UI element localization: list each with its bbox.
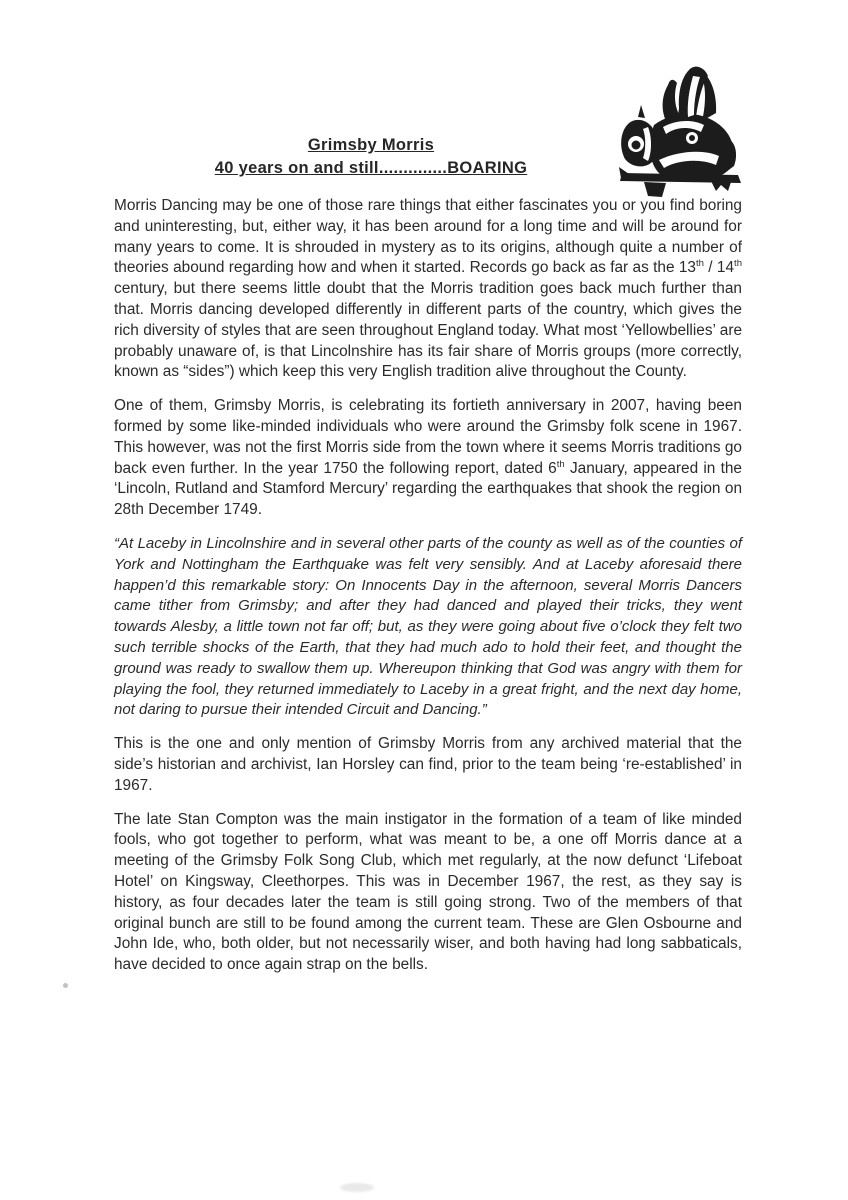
boar-illustration <box>618 63 750 203</box>
scan-smudge <box>340 1183 374 1192</box>
paragraph-1750-quote: “At Laceby in Lincolnshire and in several other parts of the county as well as of the counties of York and Nottingham the Earthquake was felt very sensibly. And at Laceby aforesaid there happen’d this remarkable story: On Innocents Day in the afternoon, several Morris Dancers came tither from Grimsby; and after they had danced and played their tricks, they went towards Alesby, a little town not far off; but, as they were going about five o’clock they felt two such terrible shocks of the Earth, that they had much ado to hold their feet, and thought the ground was ready to swallow them up. Whereupon thinking that God was angry with them for playing the fool, they returned immediately to Laceby in a great fright, and the next day home, not daring to pursue their intended Circuit and Dancing.” <box>114 534 742 719</box>
boar-icon <box>618 63 750 203</box>
paragraph-intro: Morris Dancing may be one of those rare things that either fascinates you or you find boring and uninteresting, but, either way, it has been around for a long time and will be around for many years to come. It is shrouded in mystery as to its origins, although quite a number of theories abound regarding how and when it started. Records go back as far as the 13th / 14th century, but there seems little doubt that the Morris tradition goes back much further than that. Morris dancing developed differently in different parts of the country, which gives the rich diversity of styles that are seen throughout England today. What most ‘Yellowbellies’ are probably unaware of, is that Lincolnshire has its fair share of Morris groups (more correctly, known as “sides”) which keep this very English tradition alive throughout the County. <box>114 197 742 381</box>
paragraph-stan-compton: The late Stan Compton was the main instigator in the formation of a team of like minded fools, who got together to perform, what was meant to be, a one off Morris dance at a meeting of the Grimsby Folk Song Club, which met regularly, at the now defunct ‘Lifeboat Hotel’ on Kingsway, Cleethorpes. This was in December 1967, the rest, as they say is history, as four decades later the team is still going strong. Two of the members of that original bunch are still to be found among the current team. These are Glen Osbourne and John Ide, who, both older, but not necessarily wiser, and both having had long sabbaticals, have decided to once again strap on the bells. <box>114 810 742 974</box>
title-line-1: Grimsby Morris <box>307 136 435 154</box>
document-body <box>114 196 742 989</box>
title-line-2: 40 years on and still..............BOARING <box>214 159 528 177</box>
paragraph-archive: This is the one and only mention of Grimsby Morris from any archived material that the side’s historian and archivist, Ian Horsley can find, prior to the team being ‘re-established’ in 1967. <box>114 735 742 794</box>
scan-speck <box>63 983 68 988</box>
document-title <box>0 134 742 180</box>
paragraph-anniversary: One of them, Grimsby Morris, is celebrating its fortieth anniversary in 2007, having been formed by some like-minded individuals who were around the Grimsby folk scene in 1967. This however, was not the first Morris side from the town where it seems Morris traditions go back even further. In the year 1750 the following report, dated 6th January, appeared in the ‘Lincoln, Rutland and Stamford Mercury’ regarding the earthquakes that shook the region on 28th December 1749. <box>114 397 742 519</box>
